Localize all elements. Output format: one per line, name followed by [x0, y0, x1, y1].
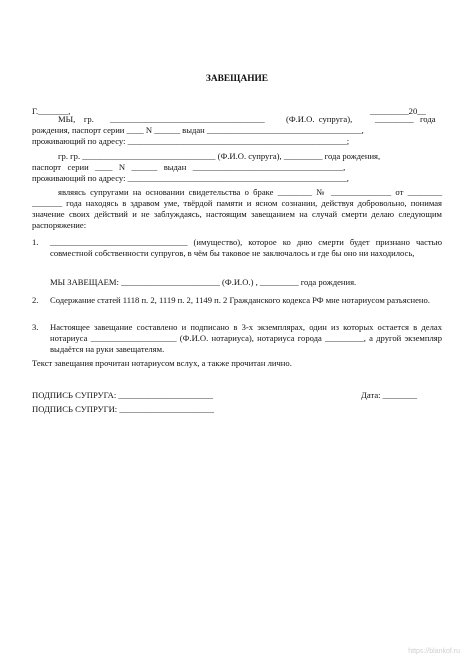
spouse1-year-blank: _________ [375, 114, 414, 124]
spouse1-name-caption: (Ф.И.О. супруга), [286, 114, 353, 124]
spouse2-passport: паспорт серии ____ N ______ выдан ___________________________________, [32, 162, 346, 172]
spouse1-address: проживающий по адресу: ___________________________________________________; [32, 136, 350, 146]
spouse1-year-word: года [420, 114, 436, 124]
bequest-line: МЫ ЗАВЕЩАЕМ: _______________________ (Ф.И.О.) , _________ года рождения. [50, 277, 357, 287]
item-number: 1. [32, 237, 39, 247]
spouse2-address: проживающий по адресу: ___________________________________________________, [32, 173, 349, 183]
item-number: 3. [32, 322, 39, 332]
spouse1-intro: МЫ, гр. [58, 114, 94, 124]
item-text: Содержание статей 1118 п. 2, 1119 п. 2, 1149 п. 2 Гражданского кодекса РФ мне нотариусом разъяснено. [50, 295, 430, 305]
item-number: 2. [32, 295, 39, 305]
spouse1-passport: рождения, паспорт серии ____ N ______ выдан ____________________________________, [32, 125, 364, 135]
spouse1-name-blank: ____________________________________ [110, 114, 265, 124]
wife-signature: ПОДПИСЬ СУПРУГИ: ______________________ [32, 404, 214, 414]
date-field: _________20__ [370, 106, 426, 116]
document-title: ЗАВЕЩАНИЕ [205, 74, 269, 84]
city-field: Г._______, [32, 106, 71, 116]
spouse2-intro: гр. гр. _______________________________ (Ф.И.О. супруга), _________ года рождения, [58, 151, 381, 161]
item-text: ________________________________ (имущество), которое ко дню смерти будет признано частью совместной собственности супругов, в чём бы таковое не заключалось и где бы оно ни находилось, [50, 237, 442, 258]
site-watermark: https://blankof.ru [408, 648, 460, 655]
item-text: Настоящее завещание составлено и подписано в 3-х экземплярах, один из которых остается в делах нотариуса ____________________ (Ф.И.О. нотариуса), нотариуса города _________, а другой экземпляр выдаётся на руки завещателям. [50, 322, 442, 354]
closing-statement: Текст завещания прочитан нотариусом вслух, а также прочитан лично. [32, 358, 292, 368]
husband-signature: ПОДПИСЬ СУПРУГА: ______________________ [32, 390, 213, 400]
main-paragraph: являясь супругами на основании свидетельства о браке ________ № ______________ от ________ _______ года находясь в здравом уме, твёрдой памяти и ясном сознании, действуя добровольно, понимая значение своих действий и не заблуждаясь, настоящим завещанием на случай смерти делаю следующим распоряжение: [32, 187, 442, 230]
signature-date: Дата: ________ [361, 390, 418, 400]
